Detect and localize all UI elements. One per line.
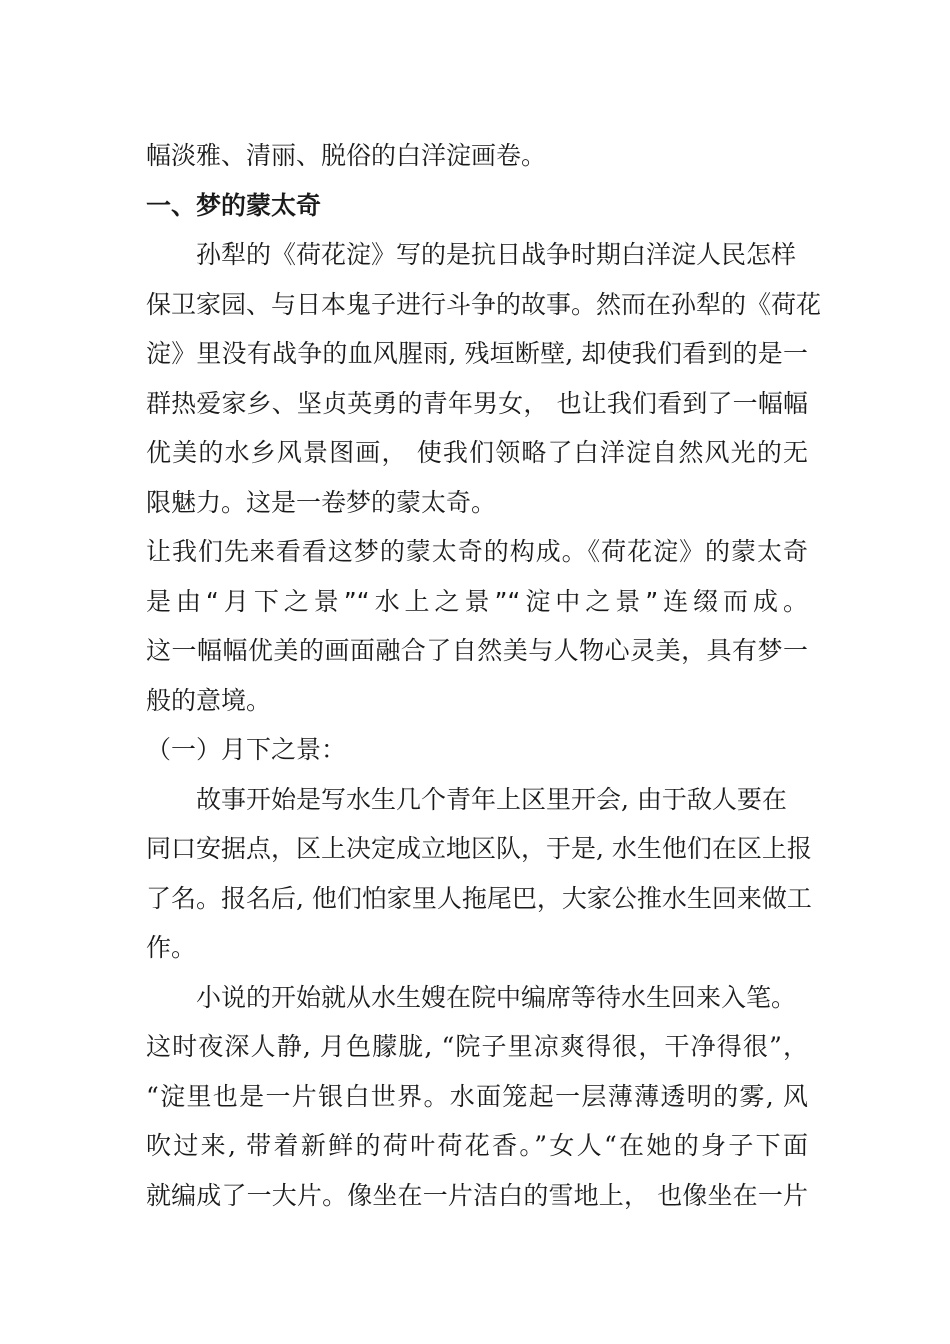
paragraph-line: 这一幅幅优美的画面融合了自然美与人物心灵美，具有梦一: [146, 636, 808, 665]
paragraph-line: 让我们先来看看这梦的蒙太奇的构成。《荷花淀》的蒙太奇: [146, 537, 808, 566]
paragraph-line: 淀》里没有战争的血风腥雨, 残垣断壁, 却使我们看到的是一: [146, 339, 808, 368]
paragraph-line: 就编成了一大片。像坐在一片洁白的雪地上， 也像坐在一片: [146, 1180, 808, 1210]
paragraph-line: 这时夜深人静, 月色朦胧, “院子里凉爽得很，干净得很”，: [146, 1032, 808, 1061]
paragraph-line: 吹过来, 带着新鲜的荷叶荷花香。”女人“在她的身子下面: [146, 1131, 808, 1160]
paragraph-line: 群热爱家乡、坚贞英勇的青年男女， 也让我们看到了一幅幅: [146, 388, 808, 418]
paragraph-line: 孙犁的《荷花淀》写的是抗日战争时期白洋淀人民怎样: [196, 240, 797, 269]
document-page: [146, 131, 822, 1220]
paragraph-line: 故事开始是写水生几个青年上区里开会, 由于敌人要在: [196, 784, 787, 814]
paragraph-line: 保卫家园、与日本鬼子进行斗争的故事。然而在孙犁的《荷花: [146, 289, 822, 319]
paragraph-line: 般的意境。: [146, 685, 272, 715]
subsection-heading: （一）月下之景：: [146, 735, 347, 764]
paragraph-line: “淀里也是一片银白世界。水面笼起一层薄薄透明的雾, 风: [146, 1081, 808, 1111]
paragraph-line: 限魅力。这是一卷梦的蒙太奇。: [146, 487, 497, 517]
paragraph-line: 是由“月下之景”“水上之景”“淀中之景”连缀而成。: [146, 586, 808, 616]
paragraph-line: 同口安据点，区上决定成立地区队，于是, 水生他们在区上报: [146, 834, 812, 863]
text-line: 幅淡雅、清丽、脱俗的白洋淀画卷。: [146, 141, 547, 170]
paragraph-line: 优美的水乡风景图画， 使我们领略了白洋淀自然风光的无: [146, 438, 808, 467]
section-heading: 一、梦的蒙太奇: [146, 190, 322, 220]
paragraph-line: 作。: [146, 933, 197, 962]
paragraph-line: 小说的开始就从水生嫂在院中编席等待水生回来入笔。: [196, 982, 797, 1012]
paragraph-line: 了名。报名后, 他们怕家里人拖尾巴，大家公推水生回来做工: [146, 883, 812, 913]
